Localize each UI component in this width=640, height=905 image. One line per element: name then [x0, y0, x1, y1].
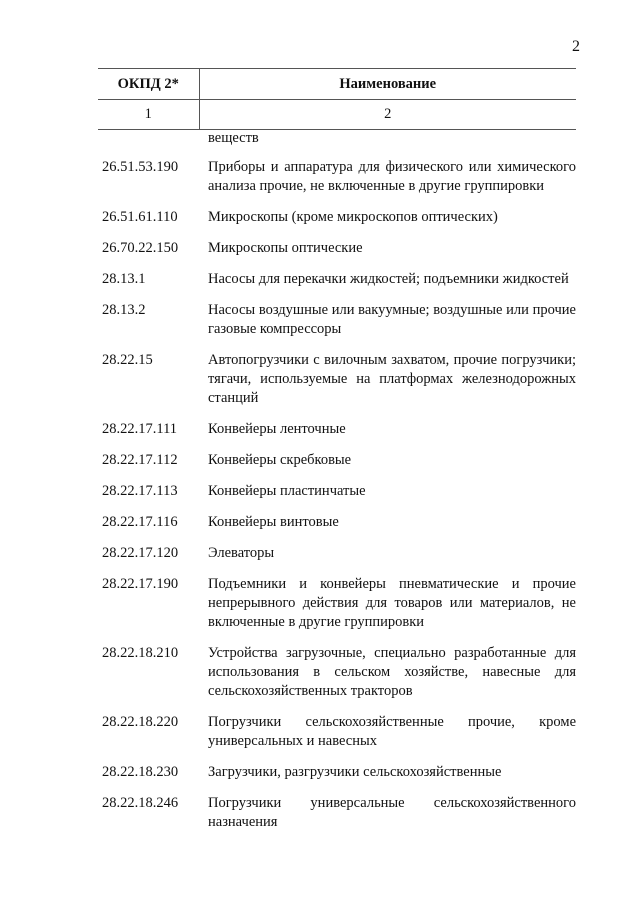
item-name: Насосы воздушные или вакуумные; воздушные или прочие газовые компрессоры [208, 302, 576, 337]
column-number-2: 2 [199, 100, 576, 130]
table-row [98, 445, 576, 476]
table-row [98, 788, 576, 838]
column-number-1: 1 [98, 100, 199, 130]
table-header-row [98, 69, 576, 100]
table-row [98, 476, 576, 507]
item-name: Конвейеры винтовые [208, 514, 339, 530]
column-number-row [98, 100, 576, 130]
item-name: Погрузчики сельскохозяйственные прочие, кроме универсальных и навесных [208, 714, 576, 749]
page-number: 2 [572, 38, 580, 55]
item-name: Микроскопы оптические [208, 240, 363, 256]
okpd-code: 28.22.17.116 [102, 514, 178, 530]
okpd-table [98, 68, 576, 838]
okpd-code: 28.13.1 [102, 271, 146, 287]
header-name: Наименование [199, 69, 576, 100]
item-name: Погрузчики универсальные сельскохозяйственного назначения [208, 795, 576, 830]
okpd-code: 28.22.17.190 [102, 576, 179, 592]
okpd-code: 28.22.18.220 [102, 714, 179, 730]
item-name: Конвейеры ленточные [208, 421, 346, 437]
okpd-code: 26.51.53.190 [102, 159, 179, 175]
item-name: Автопогрузчики с вилочным захватом, прочие погрузчики; тягачи, используемые на платформах железнодорожных станций [208, 352, 576, 406]
okpd-code: 28.22.18.210 [102, 645, 179, 661]
item-name: Элеваторы [208, 545, 275, 561]
continuation-row [98, 130, 576, 153]
continuation-code [98, 130, 199, 153]
okpd-code: 28.22.17.111 [102, 421, 178, 437]
table-row [98, 414, 576, 445]
table-row [98, 707, 576, 757]
okpd-code: 28.22.17.120 [102, 545, 179, 561]
okpd-code: 28.22.15 [102, 352, 153, 368]
item-name: Микроскопы (кроме микроскопов оптических) [208, 209, 498, 225]
okpd-code: 28.22.18.246 [102, 795, 179, 811]
table-row [98, 264, 576, 295]
table-row [98, 757, 576, 788]
table-row [98, 295, 576, 345]
table-row [98, 202, 576, 233]
item-name: Приборы и аппаратура для физического или химического анализа прочие, не включенные в другие группировки [208, 159, 576, 194]
okpd-code: 26.70.22.150 [102, 240, 179, 256]
header-okpd: ОКПД 2* [98, 69, 199, 100]
okpd-code: 26.51.61.110 [102, 209, 178, 225]
table-row [98, 538, 576, 569]
table-row [98, 569, 576, 638]
table-row [98, 638, 576, 707]
item-name: Загрузчики, разгрузчики сельскохозяйственные [208, 764, 502, 780]
okpd-code: 28.22.17.112 [102, 452, 178, 468]
item-name: Конвейеры пластинчатые [208, 483, 366, 499]
table-row [98, 152, 576, 202]
okpd-code: 28.22.18.230 [102, 764, 179, 780]
table-row [98, 507, 576, 538]
item-name: Подъемники и конвейеры пневматические и прочие непрерывного действия для товаров или материалов, не включенные в другие группировки [208, 576, 576, 630]
table-row [98, 233, 576, 264]
item-name: Устройства загрузочные, специально разработанные для использования в сельском хозяйстве, навесные для сельскохозяйственных тракторов [208, 645, 576, 699]
okpd-code: 28.22.17.113 [102, 483, 178, 499]
table-row [98, 345, 576, 414]
okpd-code: 28.13.2 [102, 302, 146, 318]
item-name: Насосы для перекачки жидкостей; подъемники жидкостей [208, 271, 569, 287]
item-name: Конвейеры скребковые [208, 452, 352, 468]
continuation-text: веществ [208, 130, 259, 146]
